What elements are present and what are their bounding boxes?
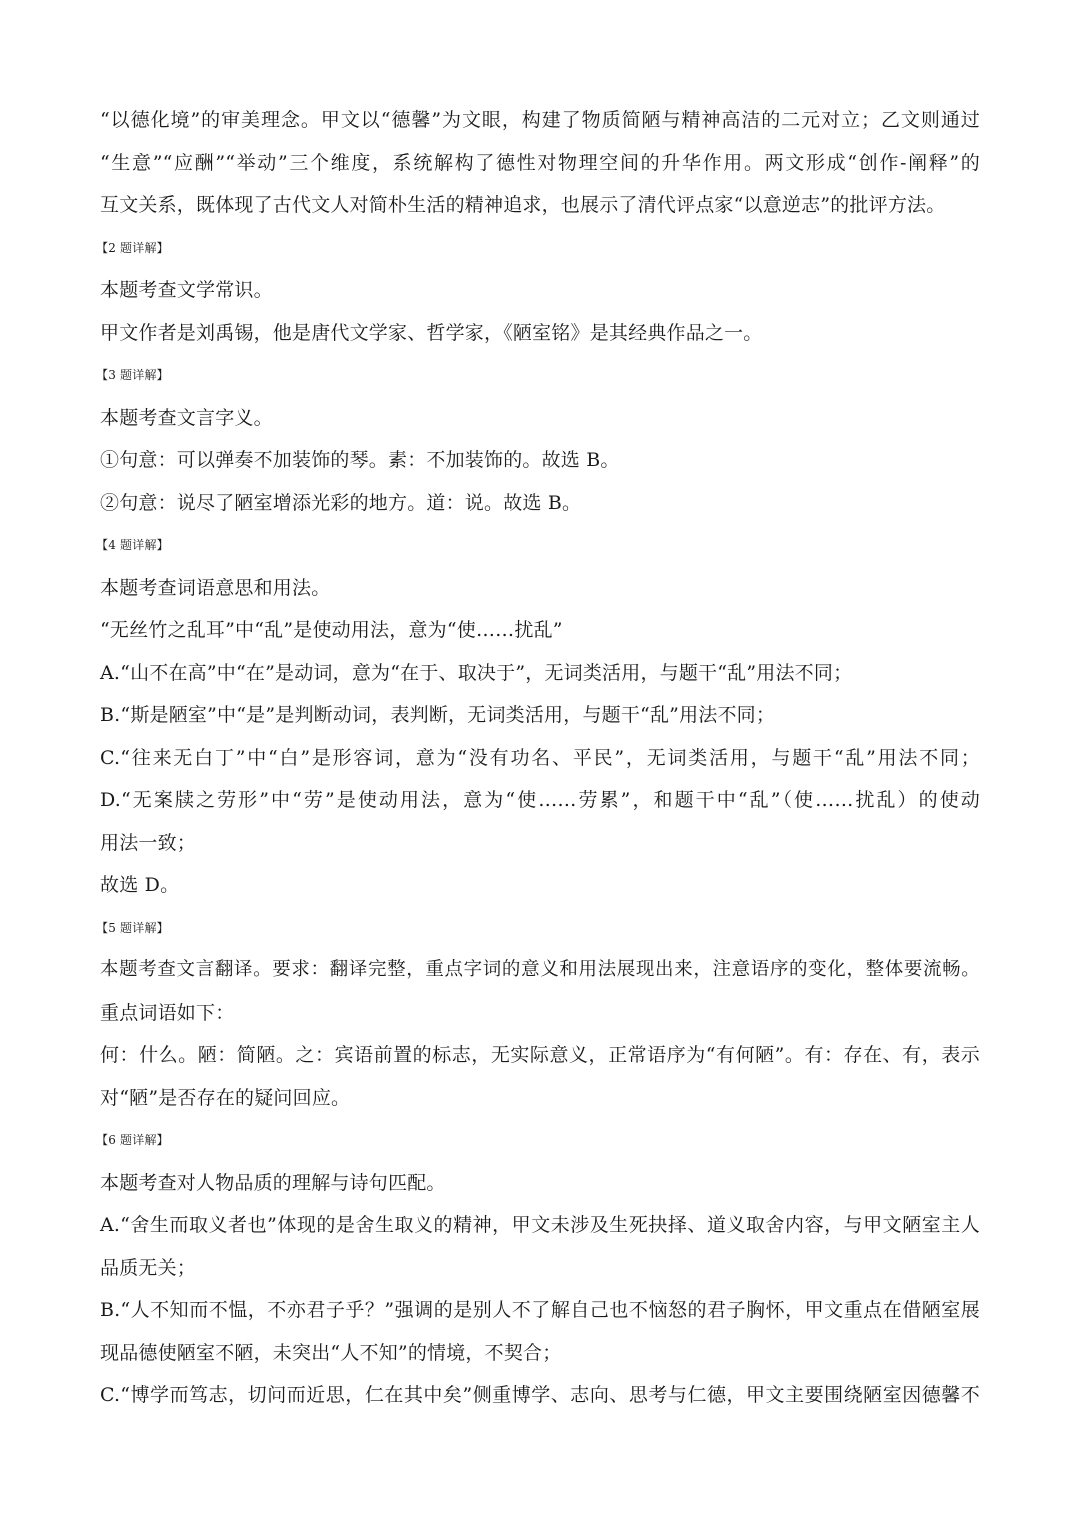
- paragraph-line: 本题考查文言翻译。要求：翻译完整，重点字词的意义和用法展现出来，注意语序的变化，整体要流畅。: [100, 959, 980, 980]
- paragraph-line: 本题考查文言字义。: [100, 406, 273, 429]
- section-heading: 【2 题详解】: [96, 240, 169, 255]
- section-heading: 【3 题详解】: [96, 368, 169, 382]
- paragraph-line: 用法一致；: [100, 831, 197, 854]
- paragraph-line: 本题考查词语意思和用法。: [100, 576, 331, 599]
- paragraph-line: 品质无关；: [100, 1256, 197, 1279]
- paragraph-line: 何：什么。陋：简陋。之：宾语前置的标志，无实际意义，正常语序为“有何陋”。有：存在、有，表示: [100, 1044, 980, 1066]
- paragraph-line: ②句意：说尽了陋室增添光彩的地方。道：说。故选 B。: [100, 491, 582, 514]
- paragraph-line: “生意”“应酬”“举动”三个维度，系统解构了德性对物理空间的升华作用。两文形成“创作-阐释”的: [100, 151, 980, 174]
- section-heading: 【4 题详解】: [96, 538, 169, 552]
- paragraph-line: C.“博学而笃志，切问而近思，仁在其中矣”侧重博学、志向、思考与仁德，甲文主要围绕陋室因德馨不: [100, 1384, 980, 1406]
- paragraph-line: A.“舍生而取义者也”体现的是舍生取义的精神，甲文未涉及生死抉择、道义取舍内容，与甲文陋室主人: [100, 1214, 980, 1236]
- paragraph-line: 甲文作者是刘禹锡，他是唐代文学家、哲学家，《陋室铭》是其经典作品之一。: [100, 321, 763, 344]
- paragraph-line: D.“无案牍之劳形”中“劳”是使动用法，意为“使……劳累”，和题干中“乱”（使……扰乱）的使动: [100, 789, 980, 811]
- paragraph-line: 现品德使陋室不陋，未突出“人不知”的情境，不契合；: [100, 1341, 562, 1364]
- paragraph-line: B.“人不知而不愠，不亦君子乎？”强调的是别人不了解自己也不恼怒的君子胸怀，甲文重点在借陋室展: [100, 1299, 980, 1321]
- paragraph-line: 重点词语如下：: [100, 1001, 235, 1024]
- paragraph-line: ①句意：可以弹奏不加装饰的琴。素：不加装饰的。故选 B。: [100, 449, 620, 471]
- paragraph-line: “无丝竹之乱耳”中“乱”是使动用法，意为“使……扰乱”: [100, 619, 563, 641]
- paragraph-line: 对“陋”是否存在的疑问回应。: [100, 1086, 351, 1109]
- section-heading: 【5 题详解】: [96, 920, 169, 935]
- paragraph-line: 互文关系，既体现了古代文人对简朴生活的精神追求，也展示了清代评点家“以意逆志”的批评方法。: [100, 194, 946, 216]
- paragraph-line: 故选 D。: [100, 874, 180, 896]
- paragraph-line: C.“往来无白丁”中“白”是形容词，意为“没有功名、平民”，无词类活用，与题干“乱”用法不同；: [100, 746, 980, 769]
- paragraph-line: “以德化境”的审美理念。甲文以“德馨”为文眼，构建了物质简陋与精神高洁的二元对立；乙文则通过: [100, 109, 980, 131]
- paragraph-line: B.“斯是陋室”中“是”是判断动词，表判断，无词类活用，与题干“乱”用法不同；: [100, 704, 776, 726]
- paragraph-line: A.“山不在高”中“在”是动词，意为“在于、取决于”，无词类活用，与题干“乱”用法不同；: [100, 661, 853, 684]
- section-heading: 【6 题详解】: [96, 1133, 169, 1147]
- paragraph-line: 本题考查对人物品质的理解与诗句匹配。: [100, 1171, 446, 1194]
- paragraph-line: 本题考查文学常识。: [100, 279, 273, 301]
- document-page: [96, 106, 980, 1424]
